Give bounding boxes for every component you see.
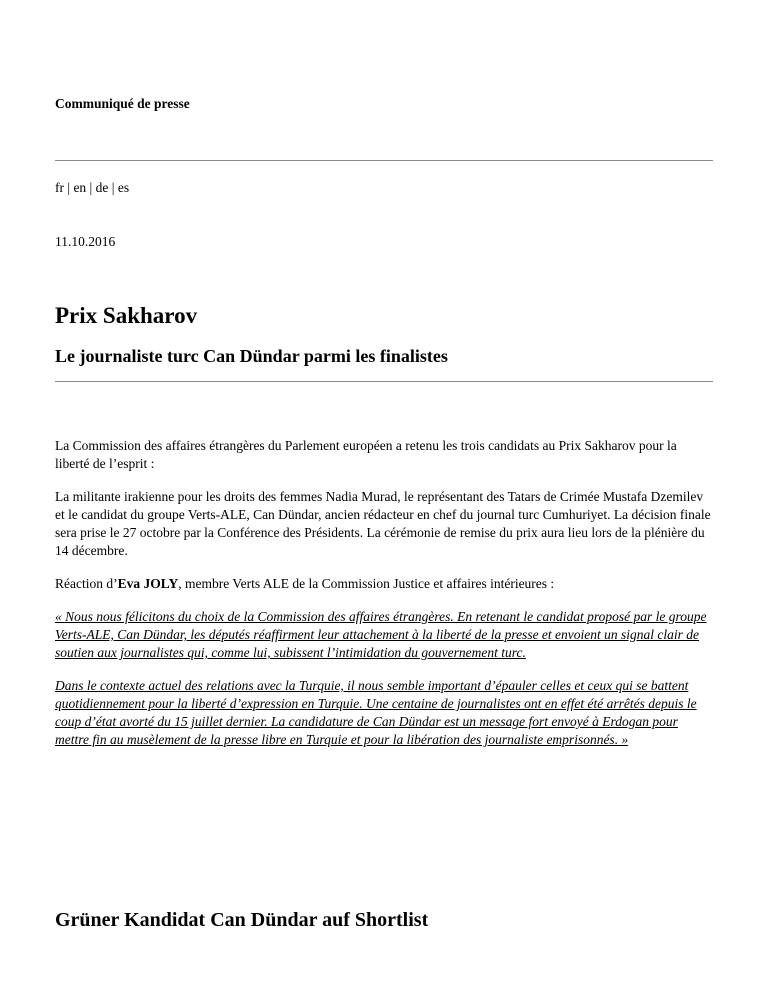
german-section-title: Grüner Kandidat Can Dündar auf Shortlist [55,909,429,931]
article-subtitle: Le journaliste turc Can Dündar parmi les finalistes [55,346,448,366]
reaction-prefix: Réaction d’ [55,576,118,591]
title-divider [55,381,713,382]
press-release-label: Communiqué de presse [55,96,190,111]
article-body [55,437,713,764]
reaction-suffix: , membre Verts ALE de la Commission Justice et affaires intérieures : [178,576,555,591]
release-date: 11.10.2016 [55,234,116,249]
header-divider [55,160,713,161]
article-title: Prix Sakharov [55,303,198,328]
candidates-paragraph: La militante irakienne pour les droits des femmes Nadia Murad, le représentant des Tatars de Crimée Mustafa Dzemilev et le candidat du groupe Verts-ALE, Can Dündar, ancien rédacteur en chef du journal turc Cumhuriyet. La décision finale sera prise le 27 octobre par la Conférence des Présidents. La cérémonie de remise du prix aura lieu lors de la plénière du 14 décembre. [55,489,711,558]
reaction-name: Eva JOLY [117,576,179,591]
intro-paragraph: La Commission des affaires étrangères du Parlement européen a retenu les trois candidats au Prix Sakharov pour la liberté de l’esprit : [55,438,677,471]
reaction-paragraph [55,575,713,593]
quote-paragraph-1: « Nous nous félicitons du choix de la Commission des affaires étrangères. En retenant le candidat proposé par le groupe Verts-ALE, Can Dündar, les députés réaffirment leur attachement à la liberté de la presse et envoient un signal clair de soutien aux journalistes qui, comme lui, subissent l’intimidation du gouvernement turc. [55,609,707,660]
quote-paragraph-2: Dans le contexte actuel des relations avec la Turquie, il nous semble important d’épauler celles et ceux qui se battent quotidiennement pour la liberté d’expression en Turquie. Une centaine de journalistes ont en effet été arrêtés depuis le coup d’état avorté du 15 juillet dernier. La candidature de Can Dündar est un message fort envoyé à Erdogan pour mettre fin au musèlement de la presse libre en Turquie et pour la libération des journaliste emprisonnés. » [55,678,697,747]
language-links[interactable]: fr | en | de | es [55,180,130,195]
